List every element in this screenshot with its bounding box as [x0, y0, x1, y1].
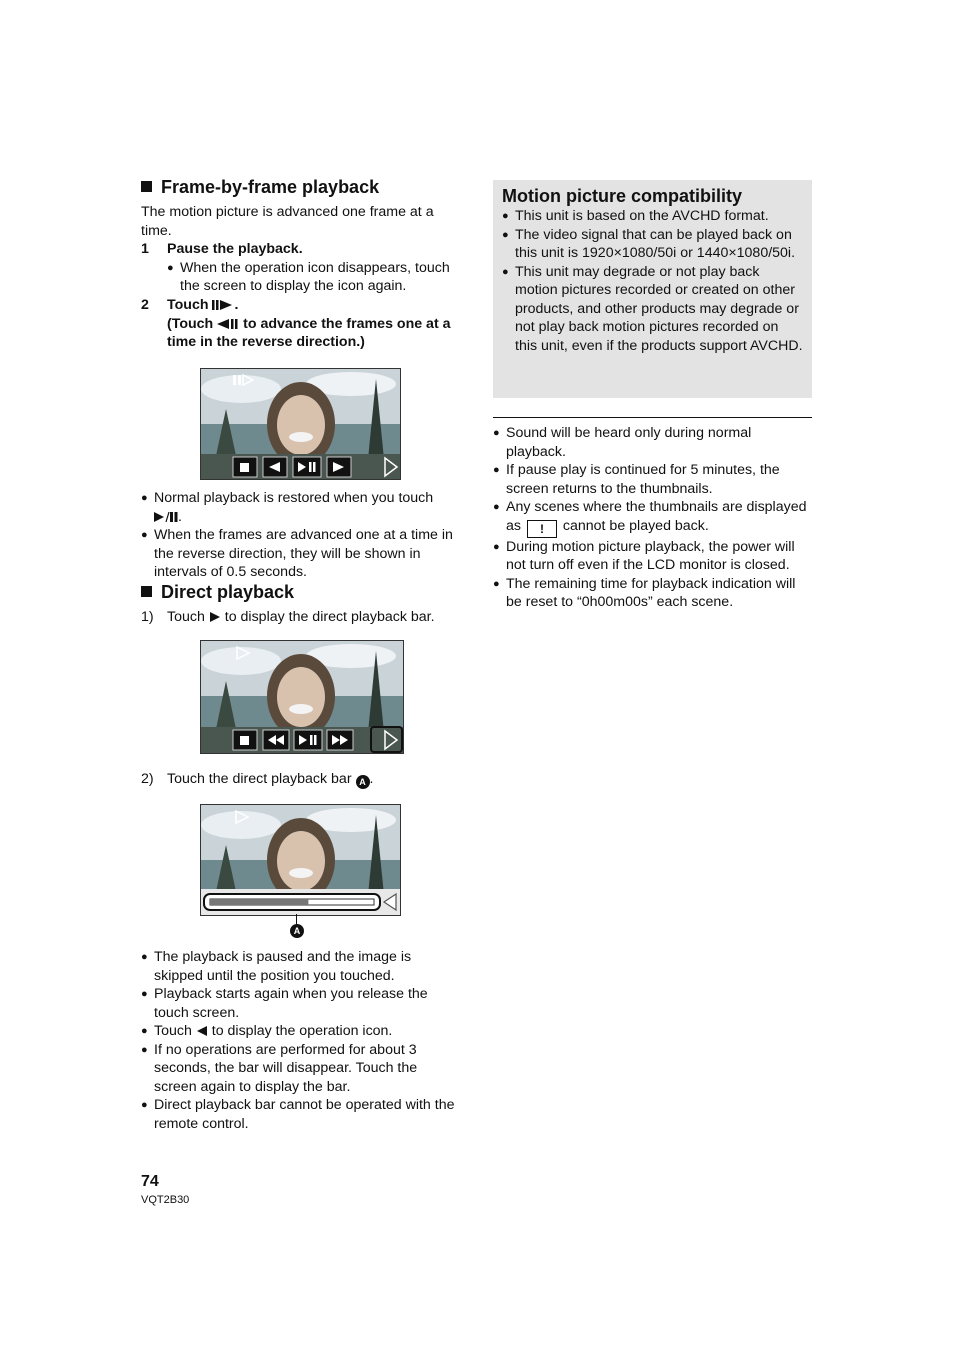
direct-notes — [141, 948, 461, 1133]
list-item: ● If no operations are performed for about 3 seconds, the bar will disappear. Touch the screen again to display the bar. — [141, 1041, 418, 1095]
callout-a-icon: A — [356, 775, 370, 789]
direct-step-1: 1) Touch to display the direct playback bar. — [141, 609, 435, 625]
list-item: ● Touch to display the operation icon. — [141, 1023, 393, 1039]
play-pause-icon — [154, 511, 178, 523]
divider — [493, 417, 812, 418]
compatibility-heading: Motion picture compatibility — [502, 186, 743, 206]
list-item: ● Normal playback is restored when you touch . — [141, 490, 434, 525]
lcd-screenshot-direct-playback — [200, 640, 404, 754]
callout-a-marker: A — [290, 924, 304, 938]
page-number: 74 — [141, 1173, 159, 1190]
list-item: ● This unit may degrade or not play back motion pictures recorded or created on other products, and other products may degrade or not play back motion pictures recorded on this unit, even if the products support AVCHD. — [502, 263, 803, 354]
square-bullet-icon — [141, 586, 152, 597]
play-icon — [209, 611, 221, 623]
frame-by-frame-heading: Frame-by-frame playback — [141, 176, 461, 198]
playback-notes — [493, 424, 813, 612]
square-bullet-icon — [141, 181, 152, 192]
direct-playback-heading: Direct playback — [141, 581, 461, 603]
compatibility-box — [493, 180, 812, 398]
list-item: ● Any scenes where the thumbnails are displayed as ! cannot be played back. — [493, 499, 807, 536]
list-item: ● This unit is based on the AVCHD format. — [502, 208, 769, 224]
step-2: 2 Touch . (Touch to advance the frames one at a time in the reverse direction.) — [141, 297, 451, 350]
direct-step-2: 2) Touch the direct playback bar A . — [141, 771, 374, 787]
model-code: VQT2B30 — [141, 1194, 190, 1206]
list-item: ● During motion picture playback, the power will not turn off even if the LCD monitor is closed. — [493, 538, 795, 573]
frame-intro: The motion picture is advanced one frame at a time. — [141, 204, 434, 239]
list-item: ● Playback starts again when you release the touch screen. — [141, 986, 428, 1021]
list-item: ● When the frames are advanced one at a time in the reverse direction, they will be shown in intervals of 0.5 seconds. — [141, 527, 453, 580]
list-item: ● The video signal that can be played back on this unit is 1920×1080/50i or 1440×1080/50i. — [502, 226, 796, 261]
frame-advance-icon — [212, 299, 234, 311]
back-arrow-icon — [196, 1025, 208, 1037]
list-item: ● Direct playback bar cannot be operated with the remote control. — [141, 1097, 455, 1132]
list-item: ● Sound will be heard only during normal playback. — [493, 425, 752, 460]
frame-notes — [141, 489, 461, 582]
lcd-screenshot-playback-bar — [200, 804, 401, 916]
lcd-screenshot-frame-by-frame — [200, 368, 401, 480]
step-1: 1 Pause the playback. ● When the operation icon disappears, touch the screen to display the icon again. — [141, 241, 450, 294]
frame-reverse-icon — [217, 318, 239, 330]
playback-bar-fill — [210, 899, 308, 905]
list-item: ● The remaining time for playback indication will be reset to “0h00m00s” each scene. — [493, 575, 796, 610]
list-item: ● The playback is paused and the image is skipped until the position you touched. — [141, 949, 412, 984]
warning-icon: ! — [527, 520, 557, 538]
list-item: ● If pause play is continued for 5 minutes, the screen returns to the thumbnails. — [493, 462, 780, 497]
